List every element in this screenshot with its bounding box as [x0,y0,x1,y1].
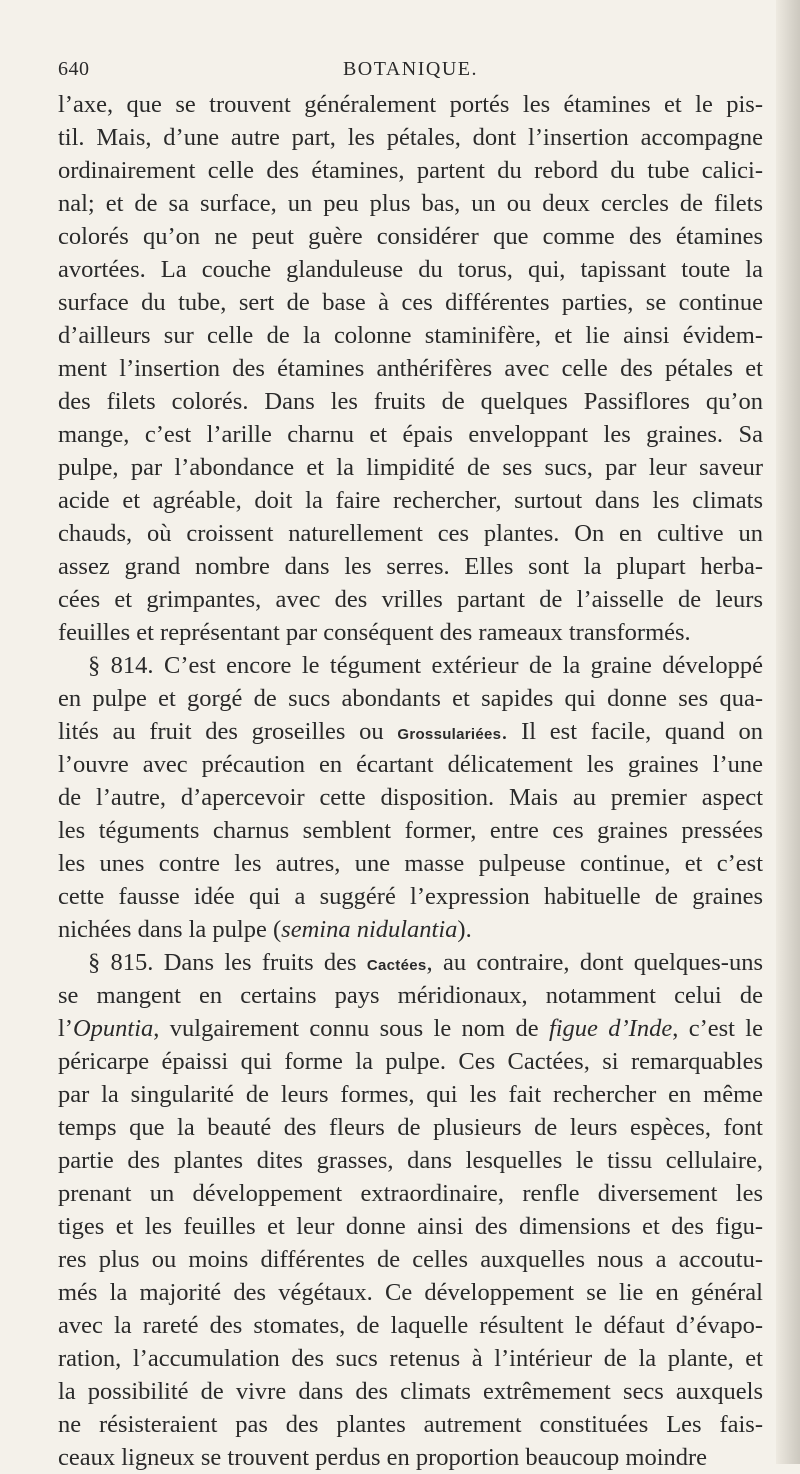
text-segment: des filets colorés. Dans les fruits de quelques Passiflores qu’on [58,388,763,415]
text-line [58,154,763,187]
text-line [58,583,763,616]
page-header [58,58,763,88]
text-line [58,1210,763,1243]
text-segment: § 815. Dans les fruits des [88,949,367,976]
text-line [58,1243,763,1276]
text-line [58,1111,763,1144]
text-line [58,88,763,121]
text-segment: en pulpe et gorgé de sucs abondants et sapides qui donne ses qua- [58,685,763,712]
text-segment: de l’autre, d’apercevoir cette disposition. Mais au premier aspect [58,784,763,811]
text-line [58,682,763,715]
text-segment: l’ [58,1015,73,1042]
text-line [58,979,763,1012]
text-line [58,1408,763,1441]
text-segment: mange, c’est l’arille charnu et épais enveloppant les graines. Sa [58,421,763,448]
text-segment: cette fausse idée qui a suggéré l’expression habituelle de graines [58,883,763,910]
text-segment: l’ouvre avec précaution en écartant délicatement les graines l’une [58,751,763,778]
text-line [58,1012,763,1045]
text-segment: assez grand nombre dans les serres. Elles sont la plupart herba- [58,553,763,580]
text-segment: , vulgairement connu sous le nom de [153,1015,549,1042]
text-segment: , c’est le [672,1015,763,1042]
text-line [58,286,763,319]
text-line [58,517,763,550]
text-segment: surface du tube, sert de base à ces différentes parties, se continue [58,289,763,316]
running-title: BOTANIQUE. [342,58,479,80]
text-line [58,352,763,385]
text-segment: més la majorité des végétaux. Ce développement se lie en général [58,1279,763,1306]
text-segment: avortées. La couche glanduleuse du torus, qui, tapissant toute la [58,256,763,283]
text-line [58,451,763,484]
text-segment: les unes contre les autres, une masse pulpeuse continue, et c’est [58,850,763,877]
text-segment: chauds, où croissent naturellement ces plantes. On en cultive un [58,520,763,547]
text-segment: ne résisteraient pas des plantes autrement constituées Les fais- [58,1411,763,1438]
family-name: Cactées [366,957,427,974]
text-segment: ). [457,916,472,943]
text-line [58,847,763,880]
text-line [58,814,763,847]
text-segment: prenant un développement extraordinaire, renfle diversement les [58,1180,763,1207]
text-line [58,1045,763,1078]
text-line [58,319,763,352]
text-line [58,1342,763,1375]
text-line [58,121,763,154]
text-line [58,1309,763,1342]
family-name: Grossulariées [397,726,502,743]
italic-term: figue d’Inde [548,1015,673,1042]
text-segment: pulpe, par l’abondance et la limpidité de ses sucs, par leur saveur [58,454,763,481]
text-segment: les téguments charnus semblent former, entre ces graines pressées [58,817,763,844]
text-line [58,418,763,451]
text-segment: acide et agréable, doit la faire rechercher, surtout dans les climats [58,487,763,514]
text-segment: avec la rareté des stomates, de laquelle résultent le défaut d’évapo- [58,1312,763,1339]
text-line [58,1375,763,1408]
text-segment: colorés qu’on ne peut guère considérer que comme des étamines [58,223,763,250]
text-segment: § 814. C’est encore le tégument extérieur de la graine développé [88,652,763,679]
text-segment: tiges et les feuilles et leur donne ainsi des dimensions et des figu- [58,1213,763,1240]
text-line [58,1276,763,1309]
text-line [58,1441,763,1474]
text-segment: cées et grimpantes, avec des vrilles partant de l’aisselle de leurs [58,586,763,613]
text-segment: . Il est facile, quand on [501,718,763,745]
page-edge-shadow [776,0,800,1464]
text-line [58,220,763,253]
text-line [58,748,763,781]
text-line [58,616,763,649]
text-line [58,550,763,583]
text-line [58,1078,763,1111]
text-segment: l’axe, que se trouvent généralement portés les étamines et le pis- [58,91,763,118]
body-text [58,88,763,1474]
text-segment: ordinairement celle des étamines, partent du rebord du tube calici- [58,157,763,184]
text-line [58,385,763,418]
text-line [58,484,763,517]
text-segment: ration, l’accumulation des sucs retenus à l’intérieur de la plante, et [58,1345,763,1372]
text-line [58,880,763,913]
text-segment: nal; et de sa surface, un peu plus bas, un ou deux cercles de filets [58,190,763,217]
text-segment: partie des plantes dites grasses, dans lesquelles le tissu cellulaire, [58,1147,763,1174]
text-segment: la possibilité de vivre dans des climats extrêmement secs auxquels [58,1378,763,1405]
italic-term: semina nidulantia [281,916,458,943]
page-number: 640 [58,58,90,80]
text-segment: , au contraire, dont quelques-uns [426,949,763,976]
text-segment: temps que la beauté des fleurs de plusieurs de leurs espèces, font [58,1114,763,1141]
text-segment: ceaux ligneux se trouvent perdus en proportion beaucoup moindre [58,1444,708,1471]
text-segment: til. Mais, d’une autre part, les pétales, dont l’insertion accompagne [58,124,763,151]
text-segment: péricarpe épaissi qui forme la pulpe. Ces Cactées, si remarquables [58,1048,763,1075]
text-line [58,946,763,979]
text-line [58,781,763,814]
text-segment: d’ailleurs sur celle de la colonne staminifère, et lie ainsi évidem- [58,322,763,349]
text-line [58,649,763,682]
text-segment: se mangent en certains pays méridionaux, notamment celui de [58,982,763,1009]
text-segment: ment l’insertion des étamines anthérifères avec celle des pétales et [58,355,763,382]
text-line [58,1177,763,1210]
text-segment: nichées dans la pulpe ( [58,916,282,943]
text-line [58,913,763,946]
text-line [58,187,763,220]
text-line [58,253,763,286]
text-line [58,715,763,748]
text-line [58,1144,763,1177]
text-segment: lités au fruit des groseilles ou [58,718,398,745]
text-segment: res plus ou moins différentes de celles auxquelles nous a accoutu- [58,1246,763,1273]
text-segment: feuilles et représentant par conséquent des rameaux transformés. [58,619,691,646]
italic-term: Opuntia [72,1015,154,1042]
text-segment: par la singularité de leurs formes, qui les fait rechercher en même [58,1081,763,1108]
